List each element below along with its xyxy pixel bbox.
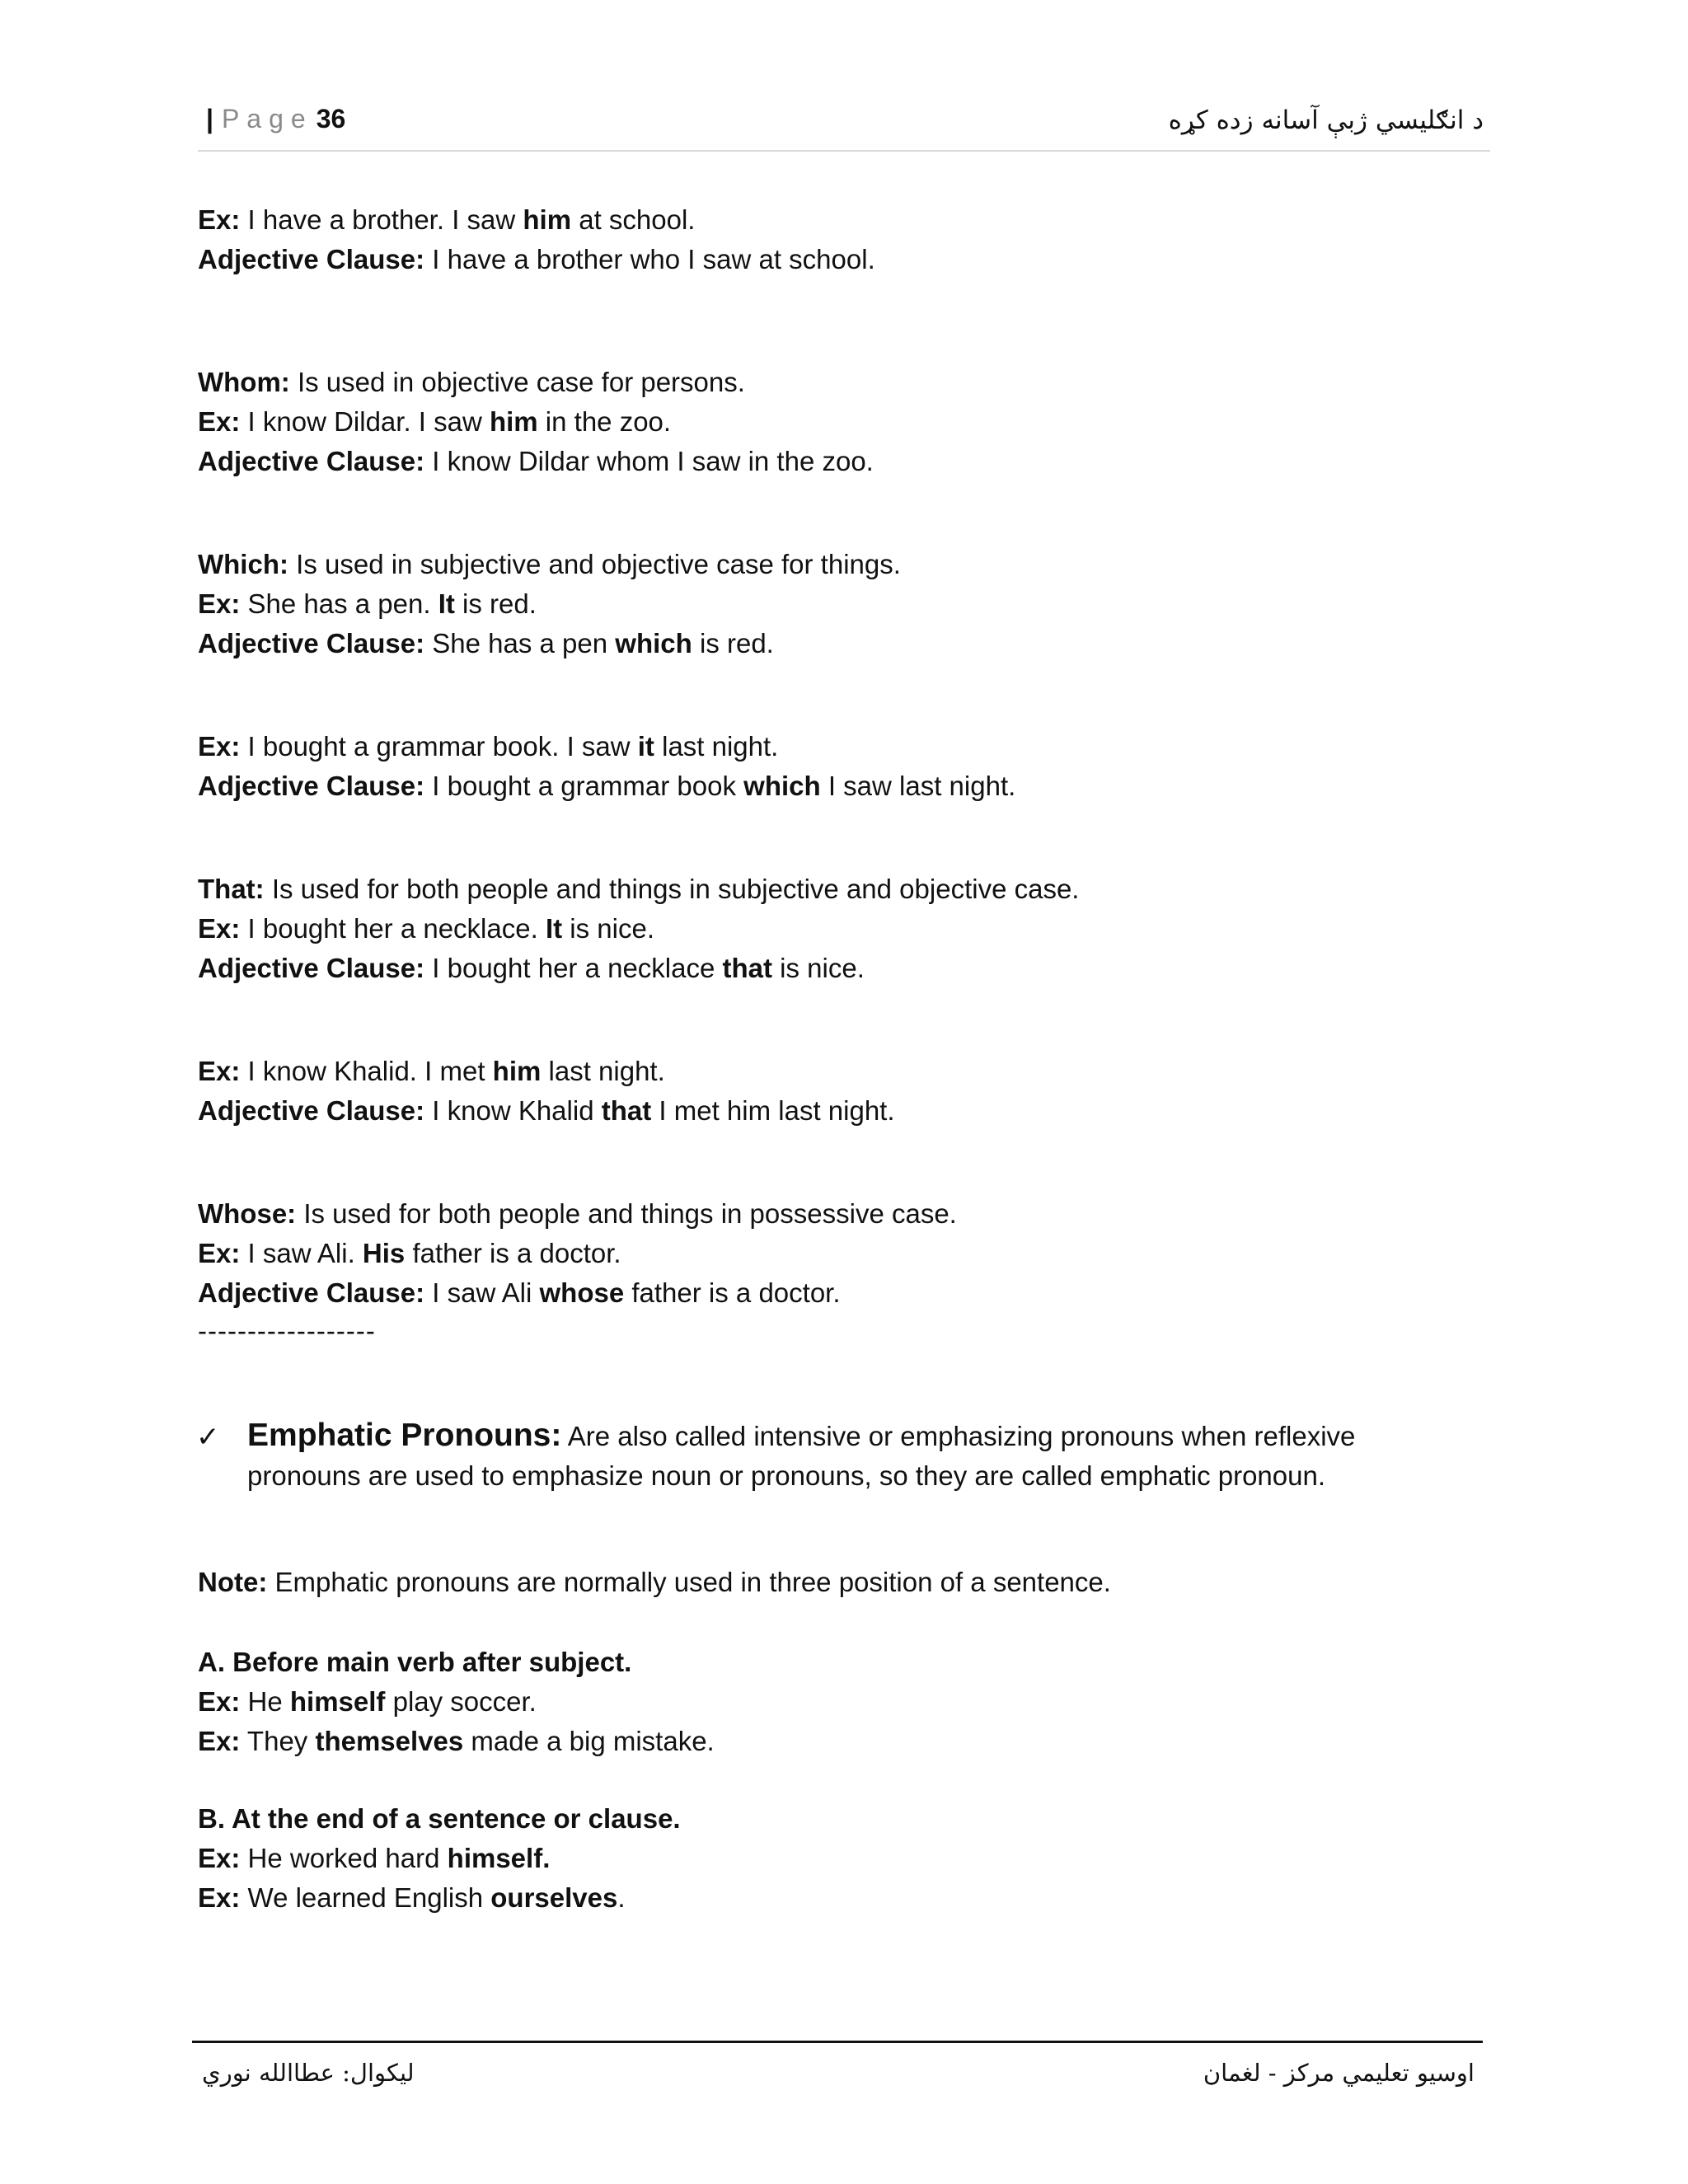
plain-text: I know Khalid	[424, 1095, 602, 1126]
text-line	[198, 626, 774, 662]
bold-text: Ex:	[198, 1686, 241, 1717]
bold-text: Which:	[198, 549, 288, 579]
text-line	[198, 1275, 841, 1311]
bold-text: It	[438, 588, 455, 619]
plain-text: Emphatic pronouns are normally used in three position of a sentence.	[267, 1567, 1111, 1597]
footer-author: لیکوال: عطاالله نوري	[202, 2059, 415, 2087]
bold-text: Ex:	[198, 1843, 241, 1873]
footer-institution: اوسیو تعلیمي مرکز - لغمان	[1203, 2059, 1475, 2087]
bold-text: Ex:	[198, 1882, 241, 1913]
bold-text: himself.	[447, 1843, 551, 1873]
emphatic-line-2: pronouns are used to emphasize noun or pronouns, so they are called emphatic pronoun.	[247, 1460, 1326, 1491]
plain-text: is red.	[454, 588, 537, 619]
text-line	[198, 1880, 626, 1916]
bold-text: Ex:	[198, 913, 241, 944]
header-title: د انګلیسي ژبې آسانه زده کړه	[1168, 105, 1484, 135]
bold-text: which	[743, 771, 821, 801]
plain-text: is nice.	[772, 953, 865, 983]
text-line	[198, 1801, 681, 1837]
bold-text: Adjective Clause:	[198, 953, 425, 983]
plain-text: She has a pen.	[240, 588, 438, 619]
page-number: 36	[316, 104, 346, 134]
bold-text: Adjective Clause:	[198, 628, 425, 658]
text-line	[198, 443, 874, 480]
plain-text: I bought a grammar book. I saw	[240, 731, 638, 762]
plain-text: I bought a grammar book	[424, 771, 744, 801]
plain-text: is red.	[692, 628, 774, 658]
bold-text: that	[722, 953, 773, 983]
plain-text: They	[240, 1726, 316, 1756]
plain-text: last night.	[654, 731, 779, 762]
text-line	[198, 1053, 665, 1090]
plain-text: Is used for both people and things in possessive case.	[296, 1198, 957, 1229]
plain-text: She has a pen	[424, 628, 616, 658]
bold-text: that	[601, 1095, 652, 1126]
text-line	[198, 1684, 537, 1720]
plain-text: play soccer.	[385, 1686, 537, 1717]
text-line	[198, 546, 901, 583]
plain-text: in the zoo.	[537, 406, 672, 437]
plain-text: I bought her a necklace.	[240, 913, 546, 944]
plain-text: last night.	[541, 1056, 665, 1086]
bold-text: It	[545, 913, 563, 944]
bold-text: A. Before main verb after subject.	[198, 1647, 632, 1677]
text-line	[198, 241, 875, 278]
plain-text: I know Khalid. I met	[240, 1056, 493, 1086]
page-separator: |	[206, 104, 213, 134]
text-line	[198, 1313, 376, 1349]
bold-text: ourselves	[490, 1882, 618, 1913]
bold-text: Note:	[198, 1567, 268, 1597]
text-line	[198, 1840, 550, 1877]
bold-text: Ex:	[198, 731, 241, 762]
bold-text: Ex:	[198, 204, 241, 235]
check-mark-icon: ✓	[196, 1422, 220, 1453]
text-line	[198, 1196, 957, 1232]
plain-text: father is a doctor.	[624, 1277, 841, 1308]
bold-text: Adjective Clause:	[198, 446, 425, 476]
plain-text: I saw last night.	[820, 771, 1016, 801]
bold-text: Whom:	[198, 367, 290, 397]
text-line	[198, 768, 1015, 804]
plain-text: ------------------	[198, 1315, 376, 1346]
plain-text: .	[617, 1882, 626, 1913]
emphatic-text-1: Are also called intensive or emphasizing pronouns when reflexive	[561, 1421, 1356, 1451]
plain-text: at school.	[571, 204, 696, 235]
bold-text: B. At the end of a sentence or clause.	[198, 1803, 681, 1834]
plain-text: I know Dildar. I saw	[240, 406, 490, 437]
plain-text: Is used in subjective and objective case for things.	[288, 549, 901, 579]
bold-text: himself	[289, 1686, 386, 1717]
text-line	[198, 364, 745, 401]
plain-text: I saw Ali	[424, 1277, 540, 1308]
plain-text: I bought her a necklace	[424, 953, 723, 983]
bold-text: him	[523, 204, 572, 235]
plain-text: I know Dildar whom I saw in the zoo.	[424, 446, 874, 476]
text-line	[198, 1723, 715, 1760]
page-word: Page	[221, 104, 313, 134]
plain-text: made a big mistake.	[463, 1726, 715, 1756]
plain-text: is nice.	[562, 913, 654, 944]
bold-text: themselves	[315, 1726, 464, 1756]
bold-text: Adjective Clause:	[198, 771, 425, 801]
text-line	[198, 586, 537, 622]
bold-text: Adjective Clause:	[198, 1095, 425, 1126]
text-line	[198, 1644, 631, 1680]
plain-text: I have a brother. I saw	[240, 204, 523, 235]
text-line	[198, 202, 695, 238]
plain-text: father is a doctor.	[405, 1238, 621, 1268]
bold-text: him	[489, 406, 538, 437]
bold-text: Adjective Clause:	[198, 1277, 425, 1308]
plain-text: He worked hard	[240, 1843, 448, 1873]
plain-text: We learned English	[240, 1882, 491, 1913]
bold-text: Adjective Clause:	[198, 244, 425, 274]
emphatic-title: Emphatic Pronouns:	[247, 1418, 562, 1453]
bold-text: His	[362, 1238, 406, 1268]
text-line	[198, 950, 865, 987]
bold-text: it	[637, 731, 654, 762]
bold-text: Ex:	[198, 406, 241, 437]
plain-text: I have a brother who I saw at school.	[424, 244, 875, 274]
text-line	[198, 729, 778, 765]
page-number-label	[206, 101, 345, 137]
bold-text: Ex:	[198, 1056, 241, 1086]
plain-text: I saw Ali.	[240, 1238, 363, 1268]
bold-text: That:	[198, 874, 265, 904]
text-line	[198, 404, 671, 440]
bold-text: Ex:	[198, 588, 241, 619]
page-header	[198, 101, 1490, 152]
bold-text: Whose:	[198, 1198, 297, 1229]
text-line	[198, 911, 654, 947]
plain-text: I met him last night.	[651, 1095, 895, 1126]
emphatic-line-1	[247, 1416, 1426, 1456]
bold-text: Ex:	[198, 1726, 241, 1756]
emphatic-pronouns-bullet	[196, 1416, 1426, 1496]
plain-text: Is used for both people and things in subjective and objective case.	[264, 874, 1080, 904]
page-footer	[192, 2041, 1483, 2101]
text-line	[198, 871, 1079, 907]
plain-text: He	[240, 1686, 290, 1717]
bold-text: which	[615, 628, 692, 658]
bold-text: him	[492, 1056, 542, 1086]
bold-text: Ex:	[198, 1238, 241, 1268]
text-line	[198, 1564, 1111, 1601]
plain-text: Is used in objective case for persons.	[289, 367, 745, 397]
text-line	[198, 1093, 895, 1129]
text-line	[198, 1235, 621, 1272]
bold-text: whose	[539, 1277, 625, 1308]
